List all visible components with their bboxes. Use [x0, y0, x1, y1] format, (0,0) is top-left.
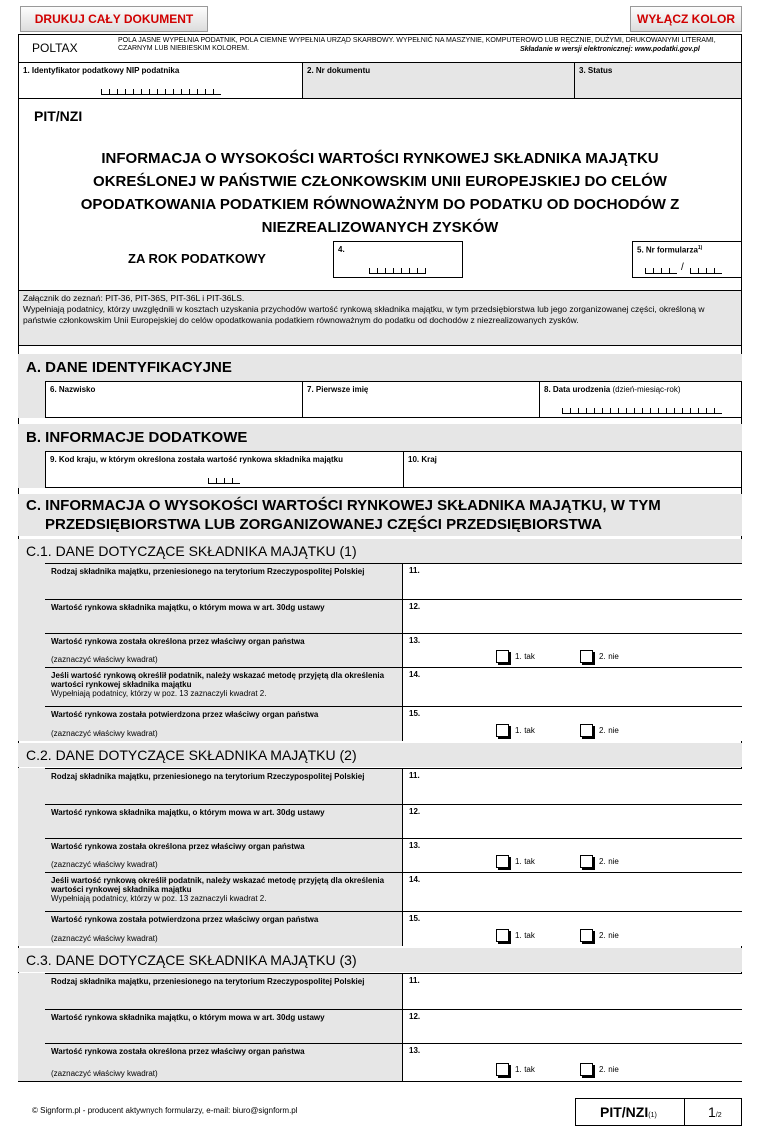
tax-year-num: 4.	[338, 245, 345, 254]
section-c-title	[18, 494, 742, 536]
c1-margin	[18, 563, 45, 741]
section-c-title-line2: PRZEDSIĘBIORSTWA LUB ZORGANIZOWANEJ CZĘŚCI PRZEDSIĘBIORSTWA	[45, 516, 602, 533]
tax-year-field[interactable]	[333, 241, 463, 278]
form-number-label: 5. Nr formularza	[637, 245, 698, 255]
c1-mark-13: (zaznaczyć właściwy kwadrat)	[51, 655, 158, 664]
c3-label-12: Wartość rynkowa składnika majątku, o którym mowa w art. 30dg ustawy	[45, 1010, 403, 1043]
c1-mark-15: (zaznaczyć właściwy kwadrat)	[51, 729, 158, 738]
c1-15-no-label: nie	[608, 726, 619, 735]
c3-13-yes-label: tak	[524, 1065, 535, 1074]
c1-row-13	[45, 633, 742, 667]
document-number-field	[302, 62, 575, 99]
form-code: PIT/NZI	[34, 108, 83, 124]
checkbox-icon	[496, 650, 509, 663]
c3-row-11	[45, 973, 742, 1009]
country-code-combs	[208, 478, 240, 484]
footer-page-sub: /2	[715, 1112, 722, 1119]
tax-year-label: ZA ROK PODATKOWY	[128, 251, 266, 266]
c2-15-yes-label: tak	[524, 931, 535, 940]
c2-row-11	[45, 768, 742, 804]
form-title: INFORMACJA O WYSOKOŚCI WARTOŚCI RYNKOWEJ SKŁADNIKA MAJĄTKU OKREŚLONEJ W PAŃSTWIE CZŁONKOWSKIM UNII EUROPEJSKIEJ DO CELÓW OPODATKOWANIA PODATKIEM RÓWNOWAŻNYM DO PODATKU OD DOCHODÓW Z NIEZREALIZOWANYCH ZYSKÓW	[80, 150, 680, 236]
c2-13-no-label: nie	[608, 857, 619, 866]
poltax-label: POLTAX	[32, 41, 78, 55]
c1-13-no-num: 2.	[599, 652, 606, 661]
c2-15-no-label: nie	[608, 931, 619, 940]
c2-label-14-sub: Wypełniają podatnicy, którzy w poz. 13 zaznaczyli kwadrat 2.	[51, 894, 267, 903]
c1-13-no-label: nie	[608, 652, 619, 661]
c1-13-yes-num: 1.	[515, 652, 522, 661]
c3-field-12[interactable]	[403, 1010, 742, 1043]
checkbox-icon	[496, 929, 509, 942]
c1-label-12: Wartość rynkowa składnika majątku, o którym mowa w art. 30dg ustawy	[45, 600, 403, 633]
document-number-label: 2. Nr dokumentu	[307, 66, 371, 75]
c1-15-yes-checkbox[interactable]	[496, 724, 535, 737]
c2-field-11[interactable]	[403, 769, 742, 804]
c1-label-13-text: Wartość rynkowa została określona przez właściwy organ państwa	[51, 637, 305, 646]
c2-num-11: 11.	[409, 771, 420, 780]
c2-label-11: Rodzaj składnika majątku, przeniesionego na terytorium Rzeczypospolitej Polskiej	[45, 769, 403, 804]
c1-15-no-checkbox[interactable]	[580, 724, 619, 737]
c1-label-14-text: Jeśli wartość rynkową określił podatnik, należy wskazać metodę przyjętą dla określenia wartości rynkowej składnika majątku	[51, 671, 385, 689]
c2-row-14	[45, 872, 742, 911]
c1-field-11[interactable]	[403, 564, 742, 599]
footer-code-box	[575, 1098, 742, 1126]
section-a-title: A. DANE IDENTYFIKACYJNE	[18, 354, 742, 382]
checkbox-icon	[496, 724, 509, 737]
c2-field-13	[403, 839, 742, 872]
c3-field-13	[403, 1044, 742, 1081]
status-field	[574, 62, 742, 99]
c2-num-14: 14.	[409, 875, 421, 884]
tax-year-combs	[369, 268, 426, 274]
c2-margin	[18, 768, 45, 946]
section-b-margin	[18, 452, 45, 488]
c2-15-yes-checkbox[interactable]	[496, 929, 535, 942]
electronic-filing-note: Składanie w wersji elektronicznej: www.podatki.gov.pl	[520, 46, 700, 53]
c2-label-14	[45, 873, 403, 911]
c1-label-13	[45, 634, 403, 667]
c3-row-13	[45, 1043, 742, 1081]
form-number-combs-2	[690, 268, 722, 274]
c2-num-15: 15.	[409, 914, 421, 923]
c1-num-14: 14.	[409, 670, 421, 679]
footer-code-sub: (1)	[648, 1112, 657, 1119]
c2-15-yes-num: 1.	[515, 931, 522, 940]
c2-label-13	[45, 839, 403, 872]
attachment-info	[18, 290, 742, 346]
c2-mark-15: (zaznaczyć właściwy kwadrat)	[51, 934, 158, 943]
c2-mark-13: (zaznaczyć właściwy kwadrat)	[51, 860, 158, 869]
surname-field[interactable]	[45, 381, 303, 418]
c3-num-13: 13.	[409, 1046, 421, 1055]
c3-label-13-text: Wartość rynkowa została określona przez właściwy organ państwa	[51, 1047, 305, 1056]
c2-row-12	[45, 804, 742, 838]
subsection-c2-title: C.2. DANE DOTYCZĄCE SKŁADNIKA MAJĄTKU (2)	[18, 743, 742, 767]
country-field[interactable]	[403, 451, 742, 488]
attachment-text: Załącznik do zeznań: PIT-36, PIT-36S, PIT-36L i PIT-36LS.	[23, 293, 245, 303]
footer-code: PIT/NZI	[600, 1104, 649, 1120]
c1-13-yes-label: tak	[524, 652, 535, 661]
subsection-c1-title: C.1. DANE DOTYCZĄCE SKŁADNIKA MAJĄTKU (1)	[18, 539, 742, 563]
nip-field[interactable]	[18, 62, 303, 99]
c2-13-yes-num: 1.	[515, 857, 522, 866]
c3-13-no-label: nie	[608, 1065, 619, 1074]
c1-label-15	[45, 707, 403, 741]
footer-page: 1	[708, 1104, 716, 1120]
checkbox-icon	[496, 1063, 509, 1076]
c1-num-11: 11.	[409, 566, 420, 575]
c2-field-15	[403, 912, 742, 946]
first-name-label: 7. Pierwsze imię	[307, 385, 369, 394]
c1-row-11	[45, 563, 742, 599]
nip-combs	[101, 89, 221, 95]
checkbox-icon	[580, 929, 593, 942]
c2-13-yes-label: tak	[524, 857, 535, 866]
status-label: 3. Status	[579, 66, 613, 75]
country-code-label: 9. Kod kraju, w którym określona została wartość rynkowa składnika majątku	[50, 455, 343, 464]
c2-num-13: 13.	[409, 841, 421, 850]
c1-row-15	[45, 706, 742, 741]
c2-field-12[interactable]	[403, 805, 742, 838]
c2-13-no-num: 2.	[599, 857, 606, 866]
c1-13-no-checkbox[interactable]	[580, 650, 619, 663]
c3-mark-13: (zaznaczyć właściwy kwadrat)	[51, 1069, 158, 1078]
birth-date-combs	[562, 408, 722, 414]
c2-num-12: 12.	[409, 807, 421, 816]
checkbox-icon	[580, 855, 593, 868]
birth-date-field[interactable]	[539, 381, 742, 418]
c3-num-11: 11.	[409, 976, 420, 985]
c1-label-14	[45, 668, 403, 706]
c1-row-12	[45, 599, 742, 633]
c1-label-11: Rodzaj składnika majątku, przeniesionego na terytorium Rzeczypospolitej Polskiej	[45, 564, 403, 599]
form-number-slash: /	[681, 262, 684, 273]
checkbox-icon	[580, 650, 593, 663]
c3-13-no-checkbox[interactable]	[580, 1063, 619, 1076]
c1-15-yes-num: 1.	[515, 726, 522, 735]
checkbox-icon	[496, 855, 509, 868]
c2-label-13-text: Wartość rynkowa została określona przez właściwy organ państwa	[51, 842, 305, 851]
c1-field-14[interactable]	[403, 668, 742, 706]
c2-label-15	[45, 912, 403, 946]
c1-num-12: 12.	[409, 602, 421, 611]
c1-13-yes-checkbox[interactable]	[496, 650, 535, 663]
c1-num-15: 15.	[409, 709, 421, 718]
who-fills-text: Wypełniają podatnicy, którzy uwzględnili w kosztach uzyskania przychodów wartość rynkową składnika majątku, w tym przedsiębiorstwa lub jego zorganizowanej części, określoną w państwie członkowskim Unii Europejskiej do celów opodatkowania podatkiem równoważnym do podatku od dochodów z niezrealizowanych zysków.	[23, 304, 705, 325]
subsection-c3-title: C.3. DANE DOTYCZĄCE SKŁADNIKA MAJĄTKU (3)	[18, 948, 742, 972]
instructions-text: POLA JASNE WYPEŁNIA PODATNIK, POLA CIEMNE WYPEŁNIA URZĄD SKARBOWY. WYPEŁNIĆ NA MASZYNIE, KOMPUTEROWO LUB RĘCZNIE, DUŻYMI, DRUKOWANYMI LITERAMI, CZARNYM LUB NIEBIESKIM KOLOREM.	[118, 37, 716, 52]
form-number-field[interactable]	[632, 241, 742, 278]
footer-divider	[684, 1099, 685, 1125]
c3-13-yes-checkbox[interactable]	[496, 1063, 535, 1076]
checkbox-icon	[580, 1063, 593, 1076]
c2-label-12: Wartość rynkowa składnika majątku, o którym mowa w art. 30dg ustawy	[45, 805, 403, 838]
c3-label-11: Rodzaj składnika majątku, przeniesionego na terytorium Rzeczypospolitej Polskiej	[45, 974, 403, 1009]
c3-13-yes-num: 1.	[515, 1065, 522, 1074]
footer-text: © Signform.pl - producent aktywnych formularzy, e-mail: biuro@signform.pl	[32, 1106, 298, 1115]
c1-15-no-num: 2.	[599, 726, 606, 735]
c1-label-14-sub: Wypełniają podatnicy, którzy w poz. 13 zaznaczyli kwadrat 2.	[51, 689, 267, 698]
c1-15-yes-label: tak	[524, 726, 535, 735]
c3-margin	[18, 973, 45, 1081]
c3-row-12	[45, 1009, 742, 1043]
checkbox-icon	[580, 724, 593, 737]
c1-field-15	[403, 707, 742, 741]
print-document-button[interactable]: DRUKUJ CAŁY DOKUMENT	[20, 6, 208, 32]
nip-label: 1. Identyfikator podatkowy NIP podatnika	[23, 66, 180, 75]
c3-num-12: 12.	[409, 1012, 421, 1021]
section-a-margin	[18, 382, 45, 418]
c2-field-14[interactable]	[403, 873, 742, 911]
section-c-title-line1: C. INFORMACJA O WYSOKOŚCI WARTOŚCI RYNKOWEJ SKŁADNIKA MAJĄTKU, W TYM	[26, 497, 661, 514]
first-name-field[interactable]	[302, 381, 540, 418]
c2-13-no-checkbox[interactable]	[580, 855, 619, 868]
c2-label-15-text: Wartość rynkowa została potwierdzona przez właściwy organ państwa	[51, 915, 319, 924]
c1-field-13	[403, 634, 742, 667]
c2-15-no-checkbox[interactable]	[580, 929, 619, 942]
toggle-color-button[interactable]: WYŁĄCZ KOLOR	[630, 6, 742, 32]
c2-row-15	[45, 911, 742, 946]
birth-date-format: (dzień-miesiąc-rok)	[612, 385, 681, 394]
c1-label-15-text: Wartość rynkowa została potwierdzona przez właściwy organ państwa	[51, 710, 319, 719]
surname-label: 6. Nazwisko	[50, 385, 96, 394]
birth-date-label: 8. Data urodzenia	[544, 385, 611, 394]
c2-label-14-text: Jeśli wartość rynkową określił podatnik, należy wskazać metodę przyjętą dla określenia wartości rynkowej składnika majątku	[51, 876, 385, 894]
c1-field-12[interactable]	[403, 600, 742, 633]
form-number-sup: 1)	[697, 245, 703, 251]
c1-row-14	[45, 667, 742, 706]
country-code-field[interactable]	[45, 451, 404, 488]
c2-15-no-num: 2.	[599, 931, 606, 940]
c2-13-yes-checkbox[interactable]	[496, 855, 535, 868]
c3-label-13	[45, 1044, 403, 1081]
form-number-combs-1	[645, 268, 677, 274]
c3-13-no-num: 2.	[599, 1065, 606, 1074]
country-label: 10. Kraj	[408, 455, 437, 464]
section-b-title: B. INFORMACJE DODATKOWE	[18, 424, 742, 452]
c2-row-13	[45, 838, 742, 872]
c3-field-11[interactable]	[403, 974, 742, 1009]
c1-num-13: 13.	[409, 636, 421, 645]
